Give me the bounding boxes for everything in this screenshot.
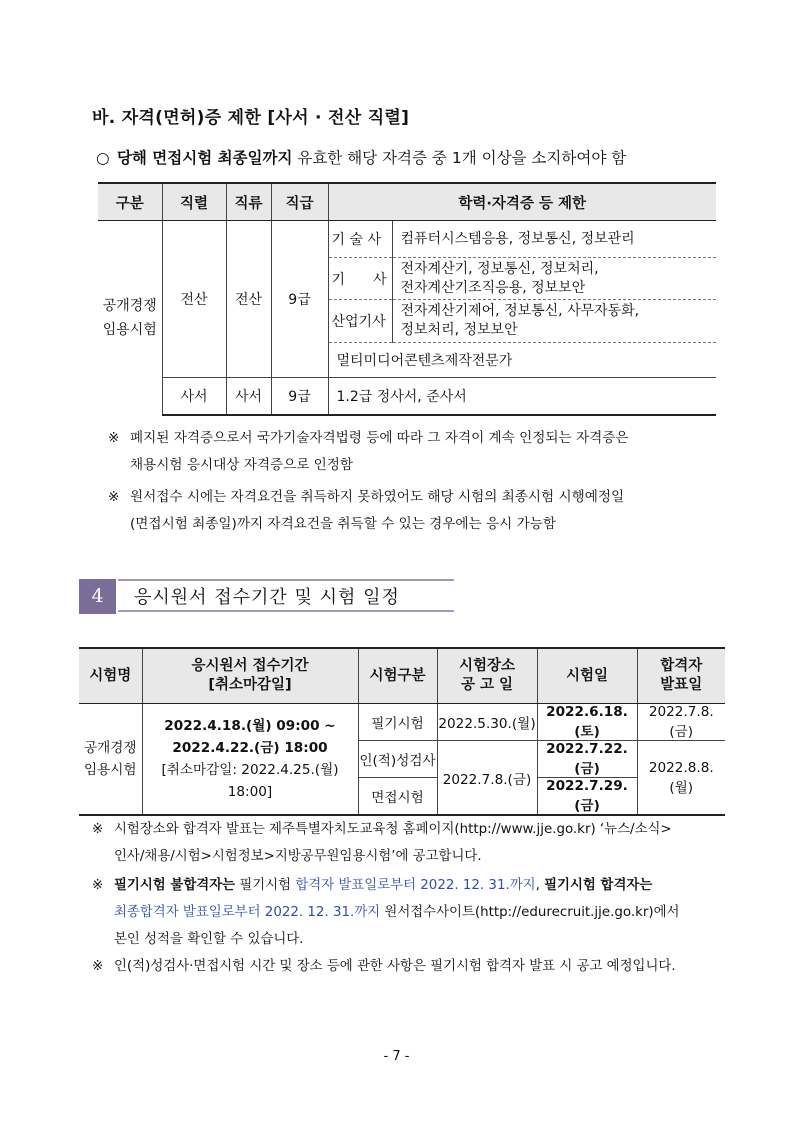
saseo-series: 사서 xyxy=(162,378,226,415)
exam-name-cell: 공개경쟁 임용시험 xyxy=(79,704,142,816)
note-score-check: ※ 필기시험 불합격자는 필기시험 합격자 발표일로부터 2022. 12. 31.까지, 필기시험 합격자는 최종합격자 발표일로부터 2022. 12. 31.까지 원서접수사이트(http://edurecruit.jje.go.kr)에서 본인 성적을 확인할 수 있습니다. xyxy=(92,878,680,947)
final-result: 2022.8.8.(월) xyxy=(637,741,725,816)
sub-desc-engineer-pro: 컴퓨터시스템응용, 정보통신, 정보관리 xyxy=(392,221,716,258)
lead-bold: 당해 면접시험 최종일까지 xyxy=(116,149,293,167)
header-exam-type: 시험구분 xyxy=(358,648,437,704)
jeonsan-series: 전산 xyxy=(162,221,226,378)
header-result: 합격자 발표일 xyxy=(637,648,725,704)
bullet-circle: ○ xyxy=(96,149,110,167)
sub-desc-industrial: 전자계산기제어, 정보통신, 사무자동화, 정보처리, 정보보안 xyxy=(392,300,716,343)
header-requirement: 학력·자격증 등 제한 xyxy=(328,183,716,221)
note-announcement: ※ 시험장소와 합격자 발표는 제주특별자치도교육청 홈페이지(http://www.jje.go.kr) ‘뉴스/소식> 인사/채용/시험>시험정보>지방공무원임용시험’에 공고합니다. xyxy=(92,822,672,864)
aptitude-type: 인(적)성검사 xyxy=(358,741,437,778)
sub-label-engineer-pro: 기 술 사 xyxy=(328,221,392,258)
header-class: 직류 xyxy=(226,183,271,221)
header-exam-date: 시험일 xyxy=(537,648,637,704)
sub-label-engineer: 기 사 xyxy=(328,258,392,300)
period-cell: 2022.4.18.(월) 09:00 ~ 2022.4.22.(금) 18:00 [취소마감일: 2022.4.25.(월) 18:00] xyxy=(142,704,358,816)
table-header-row xyxy=(98,183,716,221)
lead-paragraph xyxy=(96,146,626,168)
page-number: - 7 - xyxy=(383,1049,410,1064)
saseo-grade: 9급 xyxy=(271,378,328,415)
qualification-table xyxy=(98,182,716,416)
schedule-table xyxy=(79,647,725,816)
written-result: 2022.7.8.(금) xyxy=(637,704,725,741)
header-grade: 직급 xyxy=(271,183,328,221)
note-application: ※ 원서접수 시에는 자격요건을 취득하지 못하였어도 해당 시험의 최종시험 시행예정일 (면접시험 최종일)까지 자격요건을 취득할 수 있는 경우에는 응시 가능함 xyxy=(108,489,625,532)
section4-title: 응시원서 접수기간 및 시험 일정 xyxy=(118,579,454,612)
note-aptitude-interview: ※ 인(적)성검사·면접시험 시간 및 장소 등에 관한 사항은 필기시험 합격자 발표 시 공고 예정입니다. xyxy=(92,959,676,974)
multimedia-cell: 멀티미디어콘텐츠제작전문가 xyxy=(328,343,716,378)
header-category: 구분 xyxy=(98,183,162,221)
later-notice: 2022.7.8.(금) xyxy=(437,741,537,816)
section-title: 바. 자격(면허)증 제한 [사서 · 전산 직렬] xyxy=(92,108,410,128)
saseo-requirement: 1.2급 정사서, 준사서 xyxy=(328,378,716,415)
written-notice: 2022.5.30.(월) xyxy=(437,704,537,741)
sub-label-industrial: 산업기사 xyxy=(328,300,392,343)
written-type: 필기시험 xyxy=(358,704,437,741)
category-cell: 공개경쟁 임용시험 xyxy=(102,297,157,338)
section-number: 4 xyxy=(79,579,116,614)
saseo-class: 사서 xyxy=(226,378,271,415)
header-period: 응시원서 접수기간 [취소마감일] xyxy=(142,648,358,704)
header-series: 직렬 xyxy=(162,183,226,221)
table-header-row xyxy=(79,648,725,704)
jeonsan-class: 전산 xyxy=(226,221,271,378)
lead-rest: 유효한 해당 자격증 중 1개 이상을 소지하여야 함 xyxy=(292,149,627,167)
note-abolished: ※ 폐지된 자격증으로서 국가기술자격법령 등에 따라 그 자격이 계속 인정되는 자격증은 채용시험 응시대상 자격증으로 인정함 xyxy=(108,430,629,473)
header-exam-name: 시험명 xyxy=(79,648,142,704)
jeonsan-grade: 9급 xyxy=(271,221,328,378)
interview-type: 면접시험 xyxy=(358,778,437,816)
header-notice: 시험장소 공 고 일 xyxy=(437,648,537,704)
aptitude-date: 2022.7.22.(금) xyxy=(537,741,637,778)
written-date: 2022.6.18.(토) xyxy=(537,704,637,741)
sub-desc-engineer: 전자계산기, 정보통신, 정보처리, 전자계산기조직응용, 정보보안 xyxy=(392,258,716,300)
interview-date: 2022.7.29.(금) xyxy=(537,778,637,816)
